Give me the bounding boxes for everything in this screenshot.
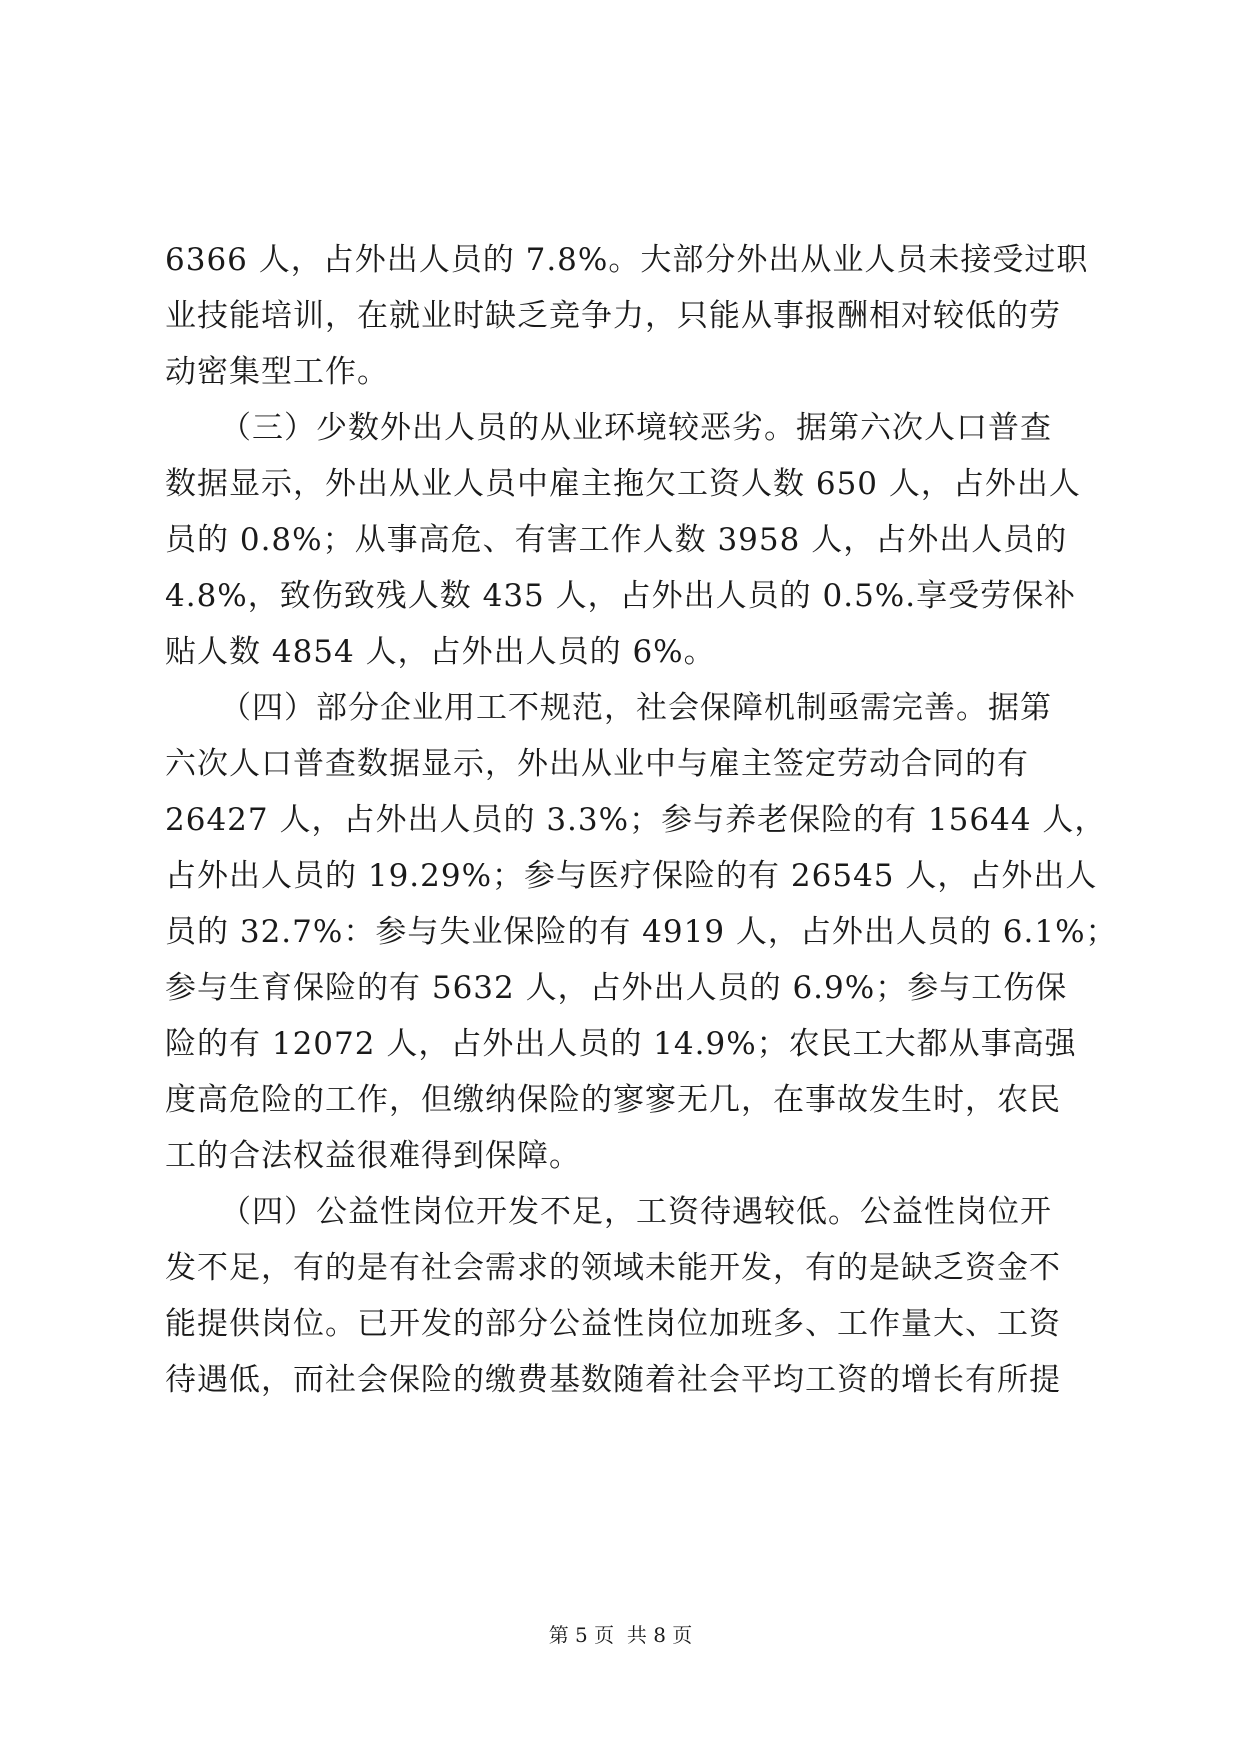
paragraph-first-line: （四）公益性岗位开发不足，工资待遇较低。公益性岗位开 — [220, 1194, 1052, 1230]
text-line: 待遇低，而社会保险的缴费基数随着社会平均工资的增长有所提 — [165, 1362, 1061, 1398]
text-line: 员的 0.8%；从事高危、有害工作人数 3958 人，占外出人员的 — [165, 522, 1068, 558]
text-line: 参与生育保险的有 5632 人，占外出人员的 6.9%；参与工伤保 — [165, 970, 1068, 1006]
text-line: 工的合法权益很难得到保障。 — [165, 1138, 581, 1174]
paragraph-first-line: （三）少数外出人员的从业环境较恶劣。据第六次人口普查 — [220, 410, 1052, 446]
text-line: 员的 32.7%：参与失业保险的有 4919 人，占外出人员的 6.1%； — [165, 914, 1118, 950]
text-line: 26427 人，占外出人员的 3.3%；参与养老保险的有 15644 人， — [165, 802, 1107, 838]
paragraph-first-line: （四）部分企业用工不规范，社会保障机制亟需完善。据第 — [220, 690, 1052, 726]
text-line: 发不足，有的是有社会需求的领域未能开发，有的是缺乏资金不 — [165, 1250, 1061, 1286]
text-line: 险的有 12072 人，占外出人员的 14.9%；农民工大都从事高强 — [165, 1026, 1077, 1062]
text-line: 能提供岗位。已开发的部分公益性岗位加班多、工作量大、工资 — [165, 1306, 1061, 1342]
text-line: 占外出人员的 19.29%；参与医疗保险的有 26545 人，占外出人 — [165, 858, 1098, 894]
text-line: 数据显示，外出从业人员中雇主拖欠工资人数 650 人，占外出人 — [165, 466, 1081, 502]
text-line: 4.8%，致伤致残人数 435 人，占外出人员的 0.5%.享受劳保补 — [165, 578, 1077, 614]
text-line: 业技能培训，在就业时缺乏竞争力，只能从事报酬相对较低的劳 — [165, 298, 1061, 334]
text-line: 贴人数 4854 人，占外出人员的 6%。 — [165, 634, 716, 670]
text-line: 六次人口普查数据显示，外出从业中与雇主签定劳动合同的有 — [165, 746, 1029, 782]
text-line: 动密集型工作。 — [165, 354, 389, 390]
text-line: 度高危险的工作，但缴纳保险的寥寥无几，在事故发生时，农民 — [165, 1082, 1061, 1118]
text-line: 6366 人，占外出人员的 7.8%。大部分外出从业人员未接受过职 — [165, 242, 1089, 278]
page-number-footer: 第 5 页 共 8 页 — [548, 1623, 693, 1647]
